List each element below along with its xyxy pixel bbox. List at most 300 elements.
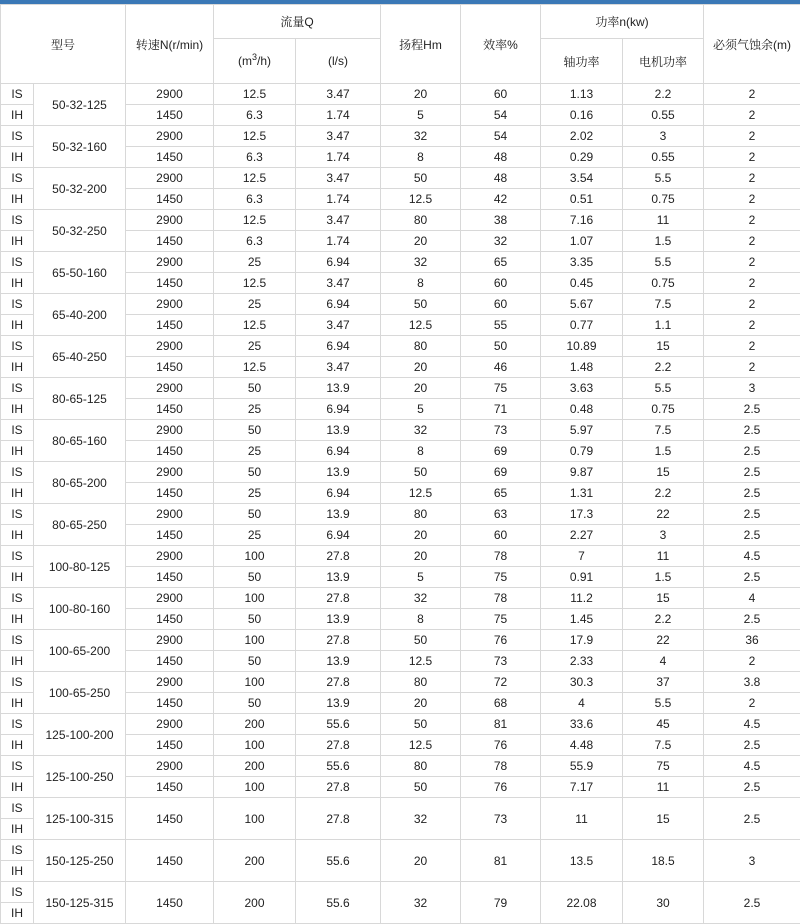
- cell-head: 50: [381, 777, 461, 798]
- cell-flow-ls: 27.8: [296, 777, 381, 798]
- cell-shaft-power: 13.5: [541, 840, 623, 882]
- cell-flow-m3h: 50: [214, 693, 296, 714]
- cell-model: 65-50-160: [34, 252, 126, 294]
- header-motor-power: 电机功率: [623, 39, 704, 84]
- cell-pump-type: IS: [1, 378, 34, 399]
- cell-efficiency: 78: [461, 546, 541, 567]
- cell-flow-m3h: 12.5: [214, 168, 296, 189]
- cell-flow-ls: 6.94: [296, 294, 381, 315]
- cell-pump-type: IH: [1, 735, 34, 756]
- cell-efficiency: 76: [461, 735, 541, 756]
- cell-pump-type: IS: [1, 462, 34, 483]
- cell-shaft-power: 0.77: [541, 315, 623, 336]
- cell-speed: 1450: [126, 567, 214, 588]
- cell-speed: 2900: [126, 126, 214, 147]
- cell-shaft-power: 0.29: [541, 147, 623, 168]
- cell-flow-m3h: 50: [214, 651, 296, 672]
- cell-shaft-power: 0.79: [541, 441, 623, 462]
- cell-shaft-power: 1.45: [541, 609, 623, 630]
- cell-speed: 2900: [126, 756, 214, 777]
- cell-efficiency: 76: [461, 777, 541, 798]
- cell-flow-ls: 13.9: [296, 378, 381, 399]
- cell-speed: 1450: [126, 483, 214, 504]
- cell-pump-type: IS: [1, 168, 34, 189]
- cell-shaft-power: 0.48: [541, 399, 623, 420]
- cell-flow-m3h: 50: [214, 420, 296, 441]
- cell-flow-ls: 3.47: [296, 168, 381, 189]
- cell-pump-type: IS: [1, 546, 34, 567]
- cell-npsh: 2.5: [704, 399, 800, 420]
- cell-efficiency: 73: [461, 651, 541, 672]
- cell-motor-power: 15: [623, 798, 704, 840]
- cell-efficiency: 75: [461, 609, 541, 630]
- cell-efficiency: 69: [461, 462, 541, 483]
- cell-head: 80: [381, 756, 461, 777]
- cell-flow-m3h: 12.5: [214, 315, 296, 336]
- table-row: [1, 672, 800, 693]
- cell-shaft-power: 17.9: [541, 630, 623, 651]
- cell-head: 20: [381, 546, 461, 567]
- cell-pump-type: IH: [1, 357, 34, 378]
- cell-flow-m3h: 100: [214, 798, 296, 840]
- cell-motor-power: 18.5: [623, 840, 704, 882]
- cell-npsh: 2: [704, 357, 800, 378]
- table-row: [1, 840, 800, 861]
- cell-model: 80-65-200: [34, 462, 126, 504]
- cell-speed: 1450: [126, 882, 214, 924]
- cell-motor-power: 22: [623, 630, 704, 651]
- cell-flow-ls: 27.8: [296, 672, 381, 693]
- header-model: 型号: [1, 5, 126, 84]
- cell-speed: 1450: [126, 525, 214, 546]
- cell-head: 8: [381, 147, 461, 168]
- cell-speed: 2900: [126, 84, 214, 105]
- cell-model: 100-65-200: [34, 630, 126, 672]
- cell-speed: 2900: [126, 168, 214, 189]
- cell-model: 100-80-125: [34, 546, 126, 588]
- cell-npsh: 2: [704, 168, 800, 189]
- cell-speed: 1450: [126, 441, 214, 462]
- cell-shaft-power: 3.35: [541, 252, 623, 273]
- cell-motor-power: 1.5: [623, 567, 704, 588]
- cell-shaft-power: 0.51: [541, 189, 623, 210]
- cell-pump-type: IH: [1, 273, 34, 294]
- cell-pump-type: IH: [1, 903, 34, 924]
- cell-efficiency: 68: [461, 693, 541, 714]
- cell-pump-type: IS: [1, 840, 34, 861]
- table-header: [1, 5, 800, 84]
- cell-motor-power: 30: [623, 882, 704, 924]
- cell-speed: 1450: [126, 777, 214, 798]
- cell-pump-type: IH: [1, 231, 34, 252]
- cell-flow-m3h: 200: [214, 840, 296, 882]
- cell-flow-m3h: 100: [214, 735, 296, 756]
- cell-head: 5: [381, 105, 461, 126]
- cell-efficiency: 46: [461, 357, 541, 378]
- cell-npsh: 2: [704, 147, 800, 168]
- flow-m3h-suffix: /h): [257, 54, 271, 68]
- cell-efficiency: 42: [461, 189, 541, 210]
- cell-flow-m3h: 25: [214, 441, 296, 462]
- cell-efficiency: 54: [461, 126, 541, 147]
- cell-speed: 1450: [126, 105, 214, 126]
- cell-pump-type: IH: [1, 525, 34, 546]
- table-body: [1, 84, 800, 924]
- cell-motor-power: 11: [623, 210, 704, 231]
- cell-motor-power: 11: [623, 546, 704, 567]
- cell-pump-type: IS: [1, 210, 34, 231]
- cell-shaft-power: 5.67: [541, 294, 623, 315]
- cell-shaft-power: 11: [541, 798, 623, 840]
- cell-pump-type: IH: [1, 399, 34, 420]
- cell-efficiency: 32: [461, 231, 541, 252]
- cell-pump-type: IH: [1, 819, 34, 840]
- header-flow-m3h: [214, 39, 296, 84]
- table-row: [1, 546, 800, 567]
- cell-speed: 2900: [126, 714, 214, 735]
- cell-npsh: 2: [704, 252, 800, 273]
- cell-flow-ls: 1.74: [296, 105, 381, 126]
- cell-flow-ls: 6.94: [296, 441, 381, 462]
- cell-model: 80-65-160: [34, 420, 126, 462]
- cell-motor-power: 5.5: [623, 252, 704, 273]
- cell-flow-ls: 3.47: [296, 210, 381, 231]
- cell-npsh: 3: [704, 378, 800, 399]
- cell-head: 32: [381, 588, 461, 609]
- cell-npsh: 2: [704, 315, 800, 336]
- cell-npsh: 2.5: [704, 798, 800, 840]
- cell-flow-ls: 6.94: [296, 252, 381, 273]
- cell-flow-ls: 3.47: [296, 315, 381, 336]
- cell-npsh: 2.5: [704, 462, 800, 483]
- cell-efficiency: 65: [461, 252, 541, 273]
- cell-motor-power: 3: [623, 525, 704, 546]
- cell-flow-m3h: 6.3: [214, 231, 296, 252]
- cell-npsh: 2.5: [704, 777, 800, 798]
- cell-motor-power: 11: [623, 777, 704, 798]
- flow-m3h-superscript: 3: [252, 52, 257, 62]
- cell-flow-ls: 13.9: [296, 693, 381, 714]
- cell-motor-power: 1.5: [623, 441, 704, 462]
- cell-flow-m3h: 200: [214, 882, 296, 924]
- cell-flow-m3h: 100: [214, 672, 296, 693]
- cell-shaft-power: 0.16: [541, 105, 623, 126]
- cell-pump-type: IS: [1, 672, 34, 693]
- cell-head: 12.5: [381, 735, 461, 756]
- cell-flow-ls: 13.9: [296, 651, 381, 672]
- cell-pump-type: IS: [1, 798, 34, 819]
- cell-flow-m3h: 25: [214, 483, 296, 504]
- cell-head: 20: [381, 693, 461, 714]
- header-efficiency: 效率%: [461, 5, 541, 84]
- cell-head: 32: [381, 882, 461, 924]
- cell-head: 32: [381, 798, 461, 840]
- cell-pump-type: IH: [1, 189, 34, 210]
- header-head: 扬程Hm: [381, 5, 461, 84]
- header-shaft-power: 轴功率: [541, 39, 623, 84]
- cell-motor-power: 7.5: [623, 735, 704, 756]
- cell-motor-power: 75: [623, 756, 704, 777]
- cell-speed: 2900: [126, 420, 214, 441]
- cell-flow-m3h: 50: [214, 378, 296, 399]
- table-row: [1, 336, 800, 357]
- cell-efficiency: 71: [461, 399, 541, 420]
- cell-flow-ls: 1.74: [296, 189, 381, 210]
- cell-shaft-power: 1.31: [541, 483, 623, 504]
- cell-head: 12.5: [381, 189, 461, 210]
- cell-efficiency: 48: [461, 147, 541, 168]
- cell-pump-type: IS: [1, 252, 34, 273]
- cell-efficiency: 75: [461, 567, 541, 588]
- cell-flow-ls: 6.94: [296, 525, 381, 546]
- cell-speed: 1450: [126, 840, 214, 882]
- table-row: [1, 714, 800, 735]
- cell-efficiency: 79: [461, 882, 541, 924]
- cell-shaft-power: 0.91: [541, 567, 623, 588]
- cell-npsh: 4.5: [704, 714, 800, 735]
- cell-npsh: 4.5: [704, 546, 800, 567]
- cell-flow-ls: 1.74: [296, 147, 381, 168]
- cell-motor-power: 7.5: [623, 294, 704, 315]
- cell-npsh: 2: [704, 294, 800, 315]
- table-row: [1, 252, 800, 273]
- cell-npsh: 2: [704, 105, 800, 126]
- cell-npsh: 2.5: [704, 735, 800, 756]
- cell-flow-ls: 6.94: [296, 483, 381, 504]
- cell-shaft-power: 7.17: [541, 777, 623, 798]
- table-row: [1, 756, 800, 777]
- cell-model: 100-80-160: [34, 588, 126, 630]
- cell-pump-type: IH: [1, 567, 34, 588]
- cell-head: 80: [381, 336, 461, 357]
- cell-efficiency: 73: [461, 420, 541, 441]
- cell-flow-ls: 3.47: [296, 126, 381, 147]
- cell-pump-type: IH: [1, 483, 34, 504]
- cell-speed: 2900: [126, 630, 214, 651]
- cell-shaft-power: 17.3: [541, 504, 623, 525]
- cell-speed: 2900: [126, 294, 214, 315]
- cell-head: 20: [381, 357, 461, 378]
- cell-motor-power: 15: [623, 336, 704, 357]
- cell-flow-m3h: 100: [214, 588, 296, 609]
- cell-pump-type: IS: [1, 294, 34, 315]
- cell-pump-type: IS: [1, 756, 34, 777]
- cell-motor-power: 0.75: [623, 189, 704, 210]
- cell-shaft-power: 30.3: [541, 672, 623, 693]
- cell-speed: 2900: [126, 546, 214, 567]
- cell-efficiency: 60: [461, 84, 541, 105]
- cell-pump-type: IS: [1, 588, 34, 609]
- cell-shaft-power: 11.2: [541, 588, 623, 609]
- cell-flow-m3h: 50: [214, 567, 296, 588]
- cell-pump-type: IS: [1, 714, 34, 735]
- cell-model: 50-32-200: [34, 168, 126, 210]
- cell-model: 125-100-250: [34, 756, 126, 798]
- cell-motor-power: 2.2: [623, 84, 704, 105]
- cell-npsh: 2: [704, 189, 800, 210]
- table-row: [1, 168, 800, 189]
- cell-npsh: 2: [704, 336, 800, 357]
- cell-speed: 2900: [126, 252, 214, 273]
- cell-flow-ls: 27.8: [296, 546, 381, 567]
- cell-speed: 1450: [126, 651, 214, 672]
- cell-motor-power: 2.2: [623, 609, 704, 630]
- cell-head: 20: [381, 525, 461, 546]
- cell-flow-m3h: 6.3: [214, 189, 296, 210]
- cell-flow-m3h: 25: [214, 336, 296, 357]
- cell-efficiency: 54: [461, 105, 541, 126]
- cell-head: 20: [381, 84, 461, 105]
- cell-speed: 1450: [126, 315, 214, 336]
- cell-model: 50-32-250: [34, 210, 126, 252]
- cell-flow-m3h: 200: [214, 756, 296, 777]
- cell-motor-power: 0.75: [623, 399, 704, 420]
- cell-flow-ls: 6.94: [296, 399, 381, 420]
- cell-flow-m3h: 100: [214, 630, 296, 651]
- cell-pump-type: IH: [1, 441, 34, 462]
- cell-flow-m3h: 25: [214, 525, 296, 546]
- cell-npsh: 2.5: [704, 441, 800, 462]
- cell-model: 65-40-200: [34, 294, 126, 336]
- cell-head: 8: [381, 441, 461, 462]
- cell-npsh: 2: [704, 126, 800, 147]
- flow-m3h-prefix: (m: [238, 54, 252, 68]
- cell-model: 50-32-160: [34, 126, 126, 168]
- cell-motor-power: 22: [623, 504, 704, 525]
- cell-flow-ls: 55.6: [296, 714, 381, 735]
- cell-shaft-power: 9.87: [541, 462, 623, 483]
- table-row: [1, 798, 800, 819]
- cell-shaft-power: 10.89: [541, 336, 623, 357]
- cell-flow-ls: 27.8: [296, 798, 381, 840]
- cell-efficiency: 60: [461, 294, 541, 315]
- cell-pump-type: IS: [1, 882, 34, 903]
- cell-efficiency: 48: [461, 168, 541, 189]
- cell-flow-m3h: 6.3: [214, 105, 296, 126]
- cell-shaft-power: 1.07: [541, 231, 623, 252]
- cell-head: 8: [381, 609, 461, 630]
- cell-speed: 1450: [126, 798, 214, 840]
- cell-efficiency: 75: [461, 378, 541, 399]
- cell-pump-type: IH: [1, 105, 34, 126]
- cell-efficiency: 55: [461, 315, 541, 336]
- cell-npsh: 2: [704, 84, 800, 105]
- cell-shaft-power: 7.16: [541, 210, 623, 231]
- cell-pump-type: IS: [1, 336, 34, 357]
- cell-flow-ls: 27.8: [296, 735, 381, 756]
- cell-head: 50: [381, 714, 461, 735]
- cell-head: 32: [381, 252, 461, 273]
- cell-speed: 1450: [126, 399, 214, 420]
- cell-pump-type: IH: [1, 609, 34, 630]
- cell-head: 32: [381, 420, 461, 441]
- cell-flow-ls: 55.6: [296, 840, 381, 882]
- cell-pump-type: IS: [1, 126, 34, 147]
- header-power-group: 功率n(kw): [541, 5, 704, 39]
- cell-flow-ls: 13.9: [296, 567, 381, 588]
- cell-npsh: 2.5: [704, 525, 800, 546]
- cell-pump-type: IS: [1, 504, 34, 525]
- cell-motor-power: 4: [623, 651, 704, 672]
- cell-head: 20: [381, 231, 461, 252]
- cell-motor-power: 2.2: [623, 357, 704, 378]
- cell-pump-type: IH: [1, 147, 34, 168]
- cell-npsh: 2: [704, 210, 800, 231]
- cell-head: 5: [381, 399, 461, 420]
- cell-pump-type: IS: [1, 420, 34, 441]
- cell-speed: 1450: [126, 273, 214, 294]
- cell-npsh: 3: [704, 840, 800, 882]
- cell-head: 80: [381, 672, 461, 693]
- cell-motor-power: 15: [623, 588, 704, 609]
- cell-speed: 2900: [126, 378, 214, 399]
- cell-speed: 1450: [126, 693, 214, 714]
- cell-pump-type: IH: [1, 651, 34, 672]
- cell-shaft-power: 4: [541, 693, 623, 714]
- cell-flow-ls: 6.94: [296, 336, 381, 357]
- table-row: [1, 630, 800, 651]
- cell-speed: 2900: [126, 504, 214, 525]
- cell-npsh: 2: [704, 273, 800, 294]
- cell-pump-type: IS: [1, 84, 34, 105]
- cell-speed: 1450: [126, 357, 214, 378]
- cell-flow-ls: 55.6: [296, 882, 381, 924]
- cell-flow-ls: 13.9: [296, 504, 381, 525]
- cell-flow-m3h: 100: [214, 777, 296, 798]
- table-row: [1, 378, 800, 399]
- cell-efficiency: 63: [461, 504, 541, 525]
- cell-motor-power: 1.1: [623, 315, 704, 336]
- cell-pump-type: IH: [1, 861, 34, 882]
- cell-head: 20: [381, 378, 461, 399]
- cell-head: 20: [381, 840, 461, 882]
- cell-npsh: 3.8: [704, 672, 800, 693]
- cell-flow-m3h: 12.5: [214, 126, 296, 147]
- cell-pump-type: IH: [1, 777, 34, 798]
- header-row-groups: [1, 5, 800, 39]
- cell-flow-ls: 3.47: [296, 273, 381, 294]
- cell-flow-m3h: 50: [214, 609, 296, 630]
- cell-flow-m3h: 25: [214, 399, 296, 420]
- cell-flow-ls: 55.6: [296, 756, 381, 777]
- cell-motor-power: 5.5: [623, 693, 704, 714]
- table-row: [1, 462, 800, 483]
- cell-shaft-power: 2.27: [541, 525, 623, 546]
- cell-head: 50: [381, 294, 461, 315]
- cell-head: 8: [381, 273, 461, 294]
- cell-head: 5: [381, 567, 461, 588]
- cell-shaft-power: 22.08: [541, 882, 623, 924]
- cell-efficiency: 60: [461, 273, 541, 294]
- cell-motor-power: 37: [623, 672, 704, 693]
- cell-flow-m3h: 100: [214, 546, 296, 567]
- cell-efficiency: 65: [461, 483, 541, 504]
- cell-flow-m3h: 50: [214, 504, 296, 525]
- cell-head: 12.5: [381, 483, 461, 504]
- cell-motor-power: 2.2: [623, 483, 704, 504]
- cell-npsh: 2.5: [704, 483, 800, 504]
- cell-efficiency: 50: [461, 336, 541, 357]
- cell-npsh: 36: [704, 630, 800, 651]
- cell-flow-ls: 1.74: [296, 231, 381, 252]
- cell-shaft-power: 1.48: [541, 357, 623, 378]
- cell-head: 12.5: [381, 315, 461, 336]
- cell-shaft-power: 1.13: [541, 84, 623, 105]
- table-row: [1, 84, 800, 105]
- cell-head: 50: [381, 462, 461, 483]
- cell-model: 80-65-250: [34, 504, 126, 546]
- table-row: [1, 294, 800, 315]
